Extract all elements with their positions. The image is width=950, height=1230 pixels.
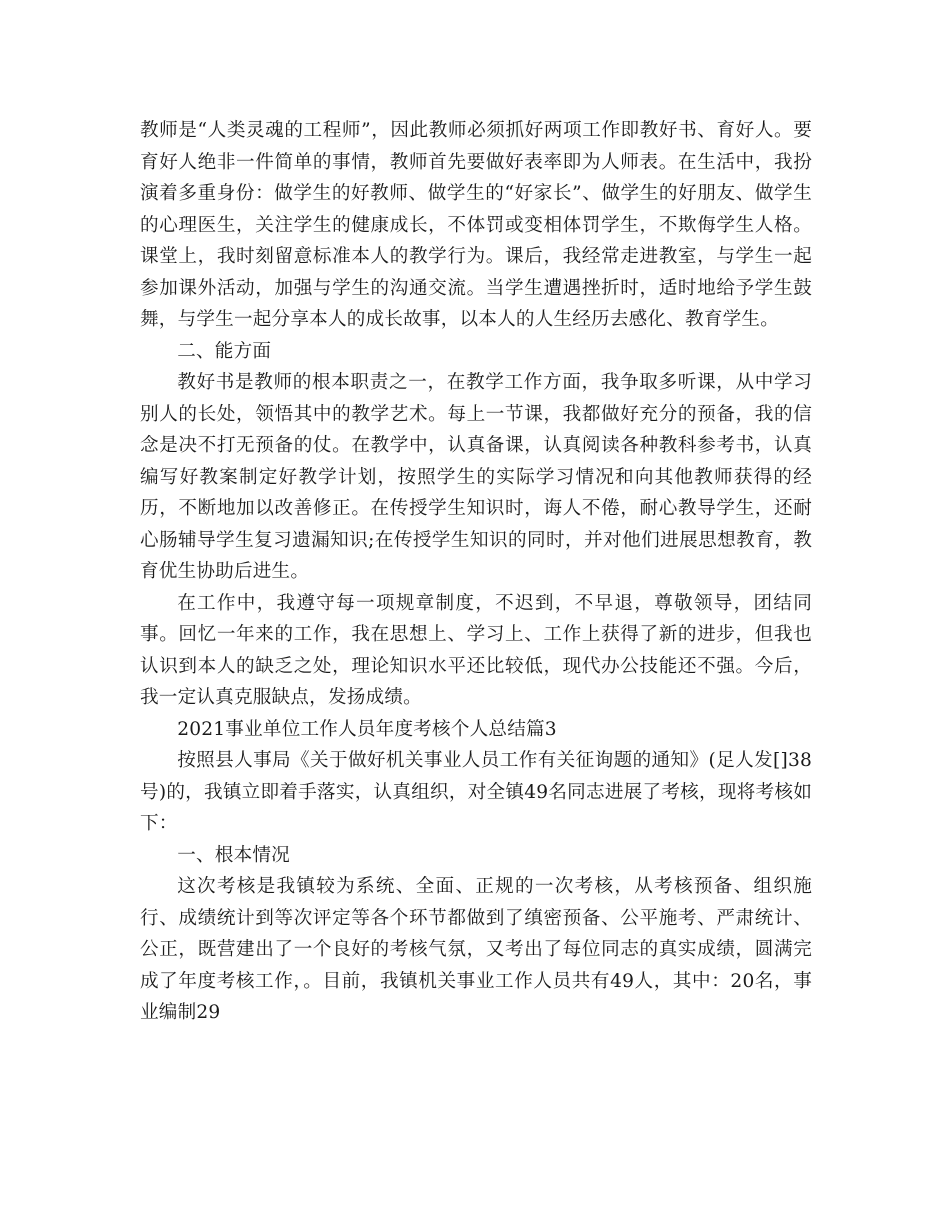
paragraph-assessment-notice: 按照县人事局《关于做好机关事业人员工作有关征询题的通知》(足人发[]38号)的，我镇立即着手落实，认真组织，对全镇49名同志进展了考核，现将考核如下： [140, 750, 812, 834]
paragraph-work-discipline: 在工作中，我遵守每一项规章制度，不迟到，不早退，尊敬领导，团结同事。回忆一年来的工作，我在思想上、学习上、工作上获得了新的进步，但我也认识到本人的缺乏之处，理论知识水平还比较低，现代办公技能还不强。今后，我一定认真克服缺点，发扬成绩。 [140, 592, 812, 708]
paragraph-teaching-duty: 教好书是教师的根本职责之一，在教学工作方面，我争取多听课，从中学习别人的长处，领悟其中的教学艺术。每上一节课，我都做好充分的预备，我的信念是决不打无预备的仗。在教学中，认真备课，认真阅读各种教科参考书，认真编写好教案制定好教学计划，按照学生的实际学习情况和向其他教师获得的经历，不断地加以改善修正。在传授学生知识时，诲人不倦，耐心教导学生，还耐心肠辅导学生复习遗漏知识;在传授学生知识的同时，并对他们进展思想教育，教育优生协助后进生。 [140, 372, 812, 582]
paragraph-teacher-role: 教师是“人类灵魂的工程师”，因此教师必须抓好两项工作即教好书、育好人。要育好人绝非一件简单的事情，教师首先要做好表率即为人师表。在生活中，我扮演着多重身份：做学生的好教师、做学生的“好家长”、做学生的好朋友、做学生的心理医生，关注学生的健康成长，不体罚或变相体罚学生，不欺侮学生人格。课堂上，我时刻留意标准本人的教学行为。课后，我经常走进教室，与学生一起参加课外活动，加强与学生的沟通交流。当学生遭遇挫折时，适时地给予学生鼓舞，与学生一起分享本人的成长故事，以本人的人生经历去感化、教育学生。 [140, 120, 812, 330]
section-heading-basic-situation: 一、根本情况 [177, 844, 290, 866]
section-heading-article-3: 2021事业单位工作人员年度考核个人总结篇3 [177, 718, 557, 740]
paragraph-assessment-summary: 这次考核是我镇较为系统、全面、正规的一次考核，从考核预备、组织施行、成绩统计到等次评定等各个环节都做到了缜密预备、公平施考、严肃统计、公正，既营建出了一个良好的考核气氛，又考出了每位同志的真实成绩，圆满完成了年度考核工作，。目前，我镇机关事业工作人员共有49人，其中：20名，事业编制29 [140, 876, 812, 1023]
section-heading-ability: 二、能方面 [177, 340, 272, 362]
document-body [140, 115, 812, 1029]
